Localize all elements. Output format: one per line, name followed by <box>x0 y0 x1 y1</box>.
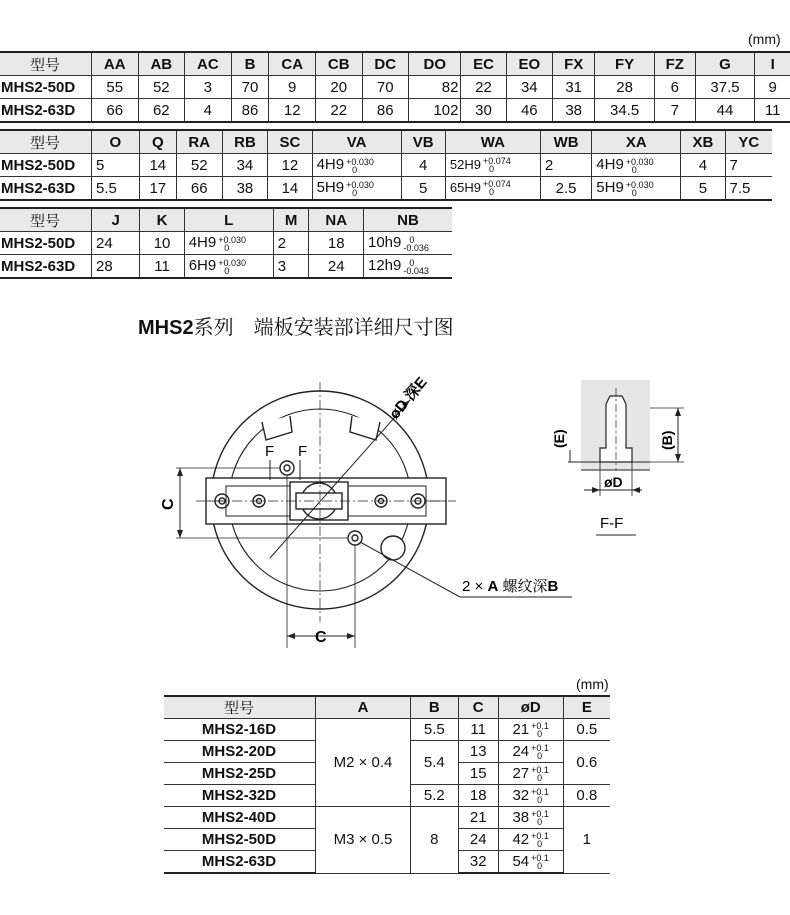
label-F-left: F <box>265 443 275 460</box>
cell-C: 15 <box>458 763 498 785</box>
dimension-table-2 <box>0 129 772 201</box>
cell: 66 <box>92 99 139 123</box>
cell-model: MHS2-50D <box>0 232 92 255</box>
cell: 70 <box>362 76 409 99</box>
header-NB: NB <box>364 208 453 232</box>
dimension-table-3 <box>0 207 452 279</box>
header-G: G <box>695 52 755 76</box>
cell: 44 <box>695 99 755 123</box>
cell: 7 <box>725 154 772 177</box>
cell: 9 <box>269 76 316 99</box>
cell: 34 <box>506 76 553 99</box>
cell: 11 <box>755 99 790 123</box>
cell-tolerance: 52H9 +0.074 0 <box>445 154 540 177</box>
mounting-hole <box>381 536 405 560</box>
cell-E: 0.8 <box>563 785 610 807</box>
cell-tolerance: 65H9 +0.074 0 <box>445 177 540 201</box>
cell: 62 <box>138 99 185 123</box>
unit-label: (mm) <box>748 31 781 47</box>
header-I: I <box>755 52 790 76</box>
table-header-row <box>0 130 772 154</box>
section-title-series: MHS2 <box>138 317 194 339</box>
header-K: K <box>140 208 184 232</box>
table-row <box>164 807 610 829</box>
cell: 5.5 <box>92 177 140 201</box>
cell: 2.5 <box>540 177 591 201</box>
cell-model: MHS2-50D <box>0 154 92 177</box>
header-AC: AC <box>185 52 232 76</box>
header-model: 型号 <box>0 208 92 232</box>
table-row <box>0 154 772 177</box>
cell-model: MHS2-40D <box>164 807 316 829</box>
cell-C: 24 <box>458 829 498 851</box>
header-C: C <box>458 696 498 719</box>
header-M: M <box>273 208 309 232</box>
cell-model: MHS2-20D <box>164 741 316 763</box>
section-view <box>568 380 684 535</box>
header-DC: DC <box>362 52 409 76</box>
cell: 2 <box>540 154 591 177</box>
cell-D: 54 +0.1 0 <box>498 851 563 874</box>
cell-D: 32 +0.1 0 <box>498 785 563 807</box>
cell-B: 5.2 <box>411 785 459 807</box>
cell-tolerance: 5H9 +0.030 0 <box>312 177 401 201</box>
header-AA: AA <box>92 52 139 76</box>
header-EC: EC <box>461 52 506 76</box>
table-header-row <box>0 208 452 232</box>
header-VA: VA <box>312 130 401 154</box>
section-title <box>138 311 454 340</box>
cell-B: 5.5 <box>411 719 459 741</box>
cell-C: 18 <box>458 785 498 807</box>
cell: 20 <box>315 76 362 99</box>
header-XB: XB <box>681 130 725 154</box>
dimension-table-1 <box>0 51 790 123</box>
header-YC: YC <box>725 130 772 154</box>
label-D: øD <box>604 474 623 490</box>
cell-model: MHS2-32D <box>164 785 316 807</box>
cell-C: 32 <box>458 851 498 874</box>
cell-A: M2 × 0.4 <box>316 719 411 807</box>
cell: 38 <box>222 177 268 201</box>
threaded-hole <box>348 531 362 545</box>
cell: 5 <box>681 177 725 201</box>
cell: 12 <box>268 154 312 177</box>
header-O: O <box>92 130 140 154</box>
cell-tolerance: 4H9 +0.030 0 <box>184 232 273 255</box>
cell-model: MHS2-50D <box>0 76 92 99</box>
header-DO: DO <box>409 52 461 76</box>
cell: 14 <box>268 177 312 201</box>
cell-model: MHS2-25D <box>164 763 316 785</box>
cell: 10 <box>140 232 184 255</box>
header-VB: VB <box>401 130 445 154</box>
cell: 52 <box>176 154 222 177</box>
cell: 34 <box>222 154 268 177</box>
cell-C: 21 <box>458 807 498 829</box>
header-FX: FX <box>553 52 595 76</box>
cell-B: 5.4 <box>411 741 459 785</box>
header-E: E <box>563 696 610 719</box>
cell-model: MHS2-63D <box>0 255 92 279</box>
cell: 5 <box>401 177 445 201</box>
cell: 86 <box>231 99 269 123</box>
header-model: 型号 <box>164 696 316 719</box>
header-Q: Q <box>139 130 176 154</box>
cell: 28 <box>92 255 140 279</box>
cell: 66 <box>176 177 222 201</box>
header-CA: CA <box>269 52 316 76</box>
cell: 4 <box>185 99 232 123</box>
cell: 3 <box>273 255 309 279</box>
header-EO: EO <box>506 52 553 76</box>
label-F-right: F <box>298 443 308 460</box>
cell: 22 <box>461 76 506 99</box>
cell: 24 <box>309 255 364 279</box>
header-B: B <box>231 52 269 76</box>
header-WB: WB <box>540 130 591 154</box>
table-header-row <box>0 52 790 76</box>
cell: 2 <box>273 232 309 255</box>
cell-C: 13 <box>458 741 498 763</box>
header-RA: RA <box>176 130 222 154</box>
cell-tolerance: 5H9 +0.030 0 <box>592 177 681 201</box>
cell: 52 <box>138 76 185 99</box>
cell-model: MHS2-50D <box>164 829 316 851</box>
label-C-bottom: C <box>315 629 327 646</box>
cell: 4 <box>681 154 725 177</box>
table-row <box>0 177 772 201</box>
cell: 70 <box>231 76 269 99</box>
cell-D: 24 +0.1 0 <box>498 741 563 763</box>
front-view <box>176 382 572 648</box>
cell-model: MHS2-63D <box>164 851 316 874</box>
table-row <box>164 719 610 741</box>
header-WA: WA <box>445 130 540 154</box>
notch-right <box>350 416 380 440</box>
unit-label-bottom: (mm) <box>576 676 609 692</box>
header-AB: AB <box>138 52 185 76</box>
label-thread: 2 × A 螺纹深B <box>462 578 559 595</box>
label-E: (E) <box>551 429 567 448</box>
header-model: 型号 <box>0 52 92 76</box>
cell: 86 <box>362 99 409 123</box>
cell-tolerance: 4H9 +0.030 0 <box>312 154 401 177</box>
cell-tolerance: 6H9 +0.030 0 <box>184 255 273 279</box>
table-row <box>0 232 452 255</box>
table-row <box>0 255 452 279</box>
header-FY: FY <box>595 52 655 76</box>
table-row <box>0 76 790 99</box>
cell: 7 <box>654 99 695 123</box>
header-B: B <box>411 696 459 719</box>
end-plate-drawing <box>0 360 790 660</box>
cell: 4 <box>401 154 445 177</box>
header-D: øD <box>498 696 563 719</box>
cell: 12 <box>269 99 316 123</box>
cell-model: MHS2-63D <box>0 177 92 201</box>
cell: 5 <box>92 154 140 177</box>
header-model: 型号 <box>0 130 92 154</box>
header-NA: NA <box>309 208 364 232</box>
cell-E: 0.6 <box>563 741 610 785</box>
cell: 37.5 <box>695 76 755 99</box>
cell-model: MHS2-16D <box>164 719 316 741</box>
header-XA: XA <box>592 130 681 154</box>
label-C-left: C <box>160 498 177 510</box>
table-row <box>0 99 790 123</box>
cell-B: 8 <box>411 807 459 874</box>
header-J: J <box>92 208 140 232</box>
cell-C: 11 <box>458 719 498 741</box>
cell-E: 1 <box>563 807 610 874</box>
notch-left <box>262 416 292 440</box>
header-RB: RB <box>222 130 268 154</box>
header-L: L <box>184 208 273 232</box>
cell-model: MHS2-63D <box>0 99 92 123</box>
header-FZ: FZ <box>654 52 695 76</box>
cell: 14 <box>139 154 176 177</box>
header-A: A <box>316 696 411 719</box>
cell: 28 <box>595 76 655 99</box>
cell: 55 <box>92 76 139 99</box>
cell-tolerance: 12h9 0 -0.043 <box>364 255 453 279</box>
cell: 9 <box>755 76 790 99</box>
mounting-table <box>164 695 610 874</box>
cell: 38 <box>553 99 595 123</box>
cell: 30 <box>461 99 506 123</box>
cell: 17 <box>139 177 176 201</box>
cell-tolerance: 4H9 +0.030 0 <box>592 154 681 177</box>
cell-D: 27 +0.1 0 <box>498 763 563 785</box>
cell: 46 <box>506 99 553 123</box>
cell: 22 <box>315 99 362 123</box>
label-depth: øD 深E <box>386 373 431 423</box>
section-title-text: 系列 端板安装部详细尺寸图 <box>193 317 454 339</box>
cell: 24 <box>92 232 140 255</box>
cell: 18 <box>309 232 364 255</box>
header-SC: SC <box>268 130 312 154</box>
cell-D: 42 +0.1 0 <box>498 829 563 851</box>
cell-D: 38 +0.1 0 <box>498 807 563 829</box>
table-header-row <box>164 696 610 719</box>
cell-E: 0.5 <box>563 719 610 741</box>
cell-tolerance: 10h9 0 -0.036 <box>364 232 453 255</box>
cell: 31 <box>553 76 595 99</box>
cell: 34.5 <box>595 99 655 123</box>
cell: 82 <box>409 76 461 99</box>
cell: 6 <box>654 76 695 99</box>
header-CB: CB <box>315 52 362 76</box>
label-FF: F-F <box>600 515 624 532</box>
cell: 3 <box>185 76 232 99</box>
label-B: (B) <box>659 430 675 450</box>
cell-A: M3 × 0.5 <box>316 807 411 874</box>
cell-D: 21 +0.1 0 <box>498 719 563 741</box>
cell: 11 <box>140 255 184 279</box>
cell: 7.5 <box>725 177 772 201</box>
threaded-hole <box>280 461 294 475</box>
cell: 102 <box>409 99 461 123</box>
